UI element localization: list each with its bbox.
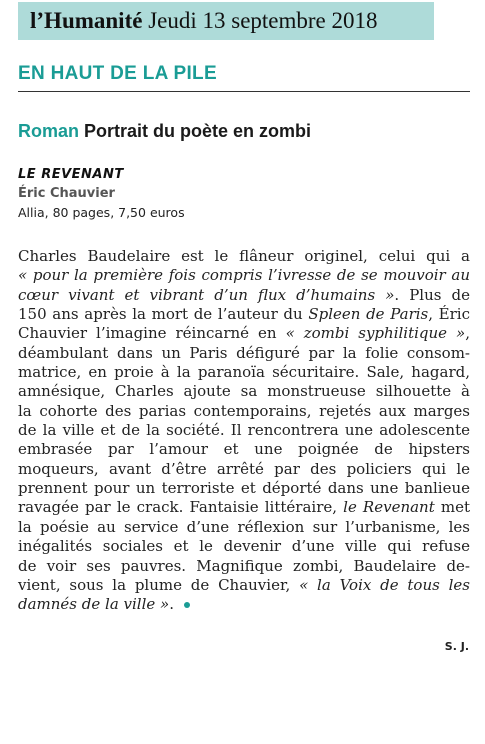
body-text: de la ville et de la société. Il rencontrera une adolescente — [18, 421, 470, 440]
body-text: moqueurs, avant d’être arrêté par des policiers qui le — [18, 459, 470, 478]
italic-text: « pour la première fois compris l’ivresse de se mouvoir au — [18, 266, 470, 285]
body-line — [18, 557, 470, 576]
body-text: la poésie au service d’une réflexion sur l’urbanisme, les — [18, 517, 470, 536]
body-line — [18, 344, 470, 363]
italic-text: le Revenant — [343, 498, 435, 517]
body-text: met — [434, 498, 470, 517]
body-text: amnésique, Charles ajoute sa monstrueuse silhouette à — [18, 382, 470, 401]
body-line — [18, 363, 470, 382]
body-line — [18, 266, 470, 285]
body-line — [18, 479, 470, 498]
body-line — [18, 595, 470, 614]
body-line — [18, 305, 470, 324]
section-label: EN HAUT DE LA PILE — [18, 63, 217, 84]
body-line — [18, 460, 470, 479]
italic-text: « la Voix de tous les — [299, 575, 470, 594]
book-author: Éric Chauvier — [18, 186, 115, 201]
body-line — [18, 498, 470, 517]
body-line — [18, 382, 470, 401]
body-text: ravagée par le crack. Fantaisie littéraire, — [18, 498, 344, 517]
body-line — [18, 576, 470, 595]
body-text: de voir ses pauvres. Magnifique zombi, Baudelaire de- — [18, 556, 470, 575]
body-text: Charles Baudelaire est le flâneur originel, celui qui a — [18, 247, 470, 265]
body-text: Chauvier l’imagine réincarné en — [18, 324, 286, 343]
body-text: . Plus de — [394, 285, 470, 304]
italic-text: cœur vivant et vibrant d’un flux d’humains » — [18, 285, 395, 304]
masthead — [18, 2, 434, 40]
body-text: vient, sous la plume de Chauvier, — [18, 575, 300, 594]
body-line — [18, 286, 470, 305]
body-text: , — [465, 324, 470, 343]
body-line — [18, 440, 470, 459]
body-text: inégalités sociales et le devenir d’une ville qui refuse — [18, 537, 470, 556]
body-line — [18, 537, 470, 556]
body-line — [18, 421, 470, 440]
body-line — [18, 247, 470, 266]
issue-date: Jeudi 13 septembre 2018 — [148, 8, 378, 33]
author-signature: S. J. — [444, 640, 469, 653]
body-text: , Éric — [428, 305, 470, 324]
article-headline — [18, 121, 468, 142]
body-text: déambulant dans un Paris défiguré par la folie consom- — [18, 343, 470, 362]
body-line — [18, 518, 470, 537]
body-line — [18, 402, 470, 421]
body-text: . — [169, 595, 174, 614]
newspaper-name: l’Humanité — [30, 8, 143, 33]
italic-text: damnés de la ville » — [18, 595, 170, 614]
italic-text: « zombi syphilitique » — [285, 324, 466, 343]
end-mark-icon — [184, 602, 190, 608]
headline-title: Portrait du poète en zombi — [84, 121, 312, 141]
article-body — [18, 247, 470, 615]
body-line — [18, 324, 470, 343]
section-divider — [18, 91, 470, 92]
body-text: la cohorte des parias contemporains, rejetés aux marges — [18, 401, 470, 420]
body-text: embrasée par l’amour et une poignée de hipsters — [18, 440, 470, 459]
body-text: 150 ans après la mort de l’auteur du — [18, 305, 309, 324]
book-info: Allia, 80 pages, 7,50 euros — [18, 205, 185, 220]
italic-text: Spleen de Paris — [308, 305, 429, 324]
book-title: LE REVENANT — [18, 167, 124, 182]
headline-kicker: Roman — [18, 121, 80, 141]
body-text: prennent pour un terroriste et déporté dans une banlieue — [18, 479, 470, 498]
body-text: matrice, en proie à la paranoïa sécuritaire. Sale, hagard, — [18, 363, 470, 382]
